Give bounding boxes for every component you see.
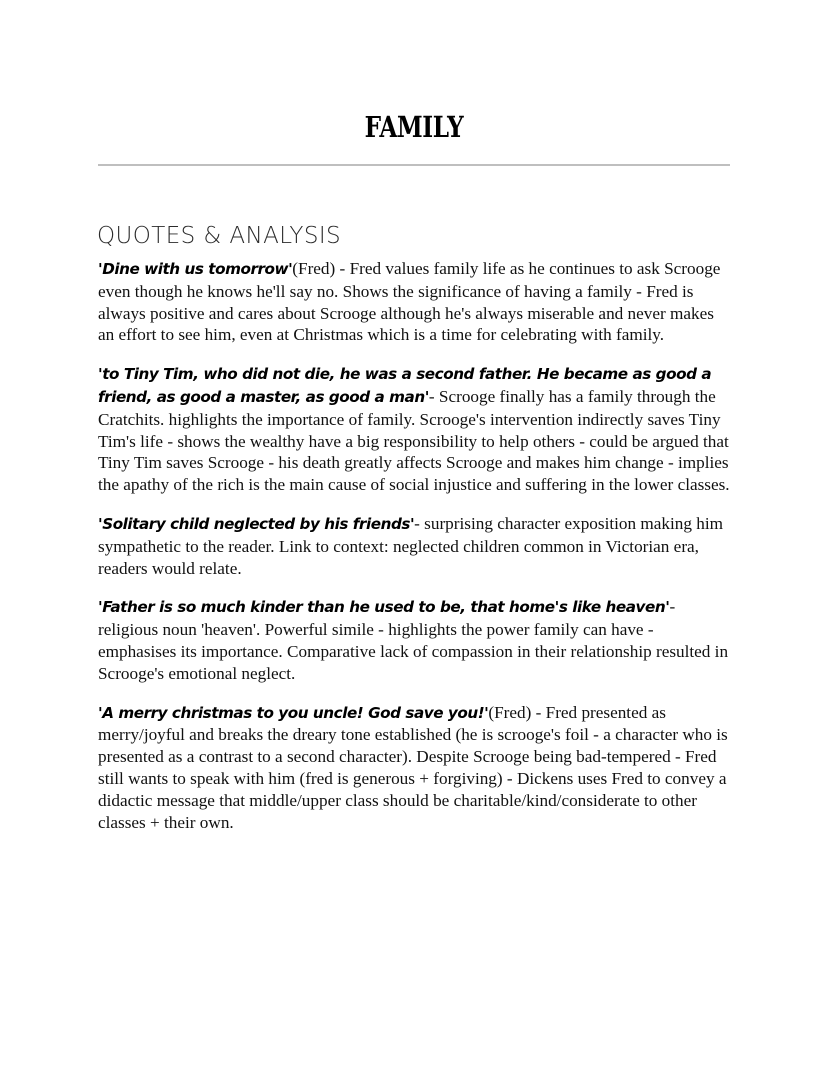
analysis-text: - religious noun 'heaven'. Powerful simile - highlights the power family can have - emphasises its importance. Comparative lack of compassion in their relationship resulted in Scrooge's emotional neglect. xyxy=(98,597,729,683)
page-title: FAMILY xyxy=(364,110,464,145)
quote-entry xyxy=(98,702,732,834)
quote-text: 'to Tiny Tim, who did not die, he was a second father. He became as good a friend, as good a master, as good a man' xyxy=(98,365,712,406)
title-divider xyxy=(98,164,730,166)
quote-text: 'Father is so much kinder than he used to be, that home's like heaven' xyxy=(98,598,670,617)
quote-text: 'Dine with us tomorrow' xyxy=(98,260,293,278)
analysis-text: (Fred) - Fred values family life as he continues to ask Scrooge even though he knows he'll say no. Shows the significance of having a family - Fred is always positive and cares about Scrooge although he's always miserable and never makes an effort to see him, even at Christmas which is a time for celebrating with family. xyxy=(98,259,721,345)
quotes-analysis-list xyxy=(98,258,732,833)
analysis-text: (Fred) - Fred presented as merry/joyful and breaks the dreary tone established (he is scrooge's foil - a character who is presented as a contrast to a second character). Despite Scrooge being bad-tempered - Fred still wants to speak with him (fred is generous + forgiving) - Dickens uses Fred to convey a didactic message that middle/upper class should be charitable/kind/considerate to other classes + their own. xyxy=(98,702,728,832)
analysis-text: - Scrooge finally has a family through the Cratchits. highlights the importance of family. Scrooge's intervention indirectly saves Tiny Tim's life - shows the wealthy have a big responsibility to help others - could be argued that Tiny Tim saves Scrooge - his death greatly affects Scrooge and makes him change - implies the apathy of the rich is the main cause of social injustice and suffering in the lower classes. xyxy=(98,386,730,495)
analysis-text: - surprising character exposition making him sympathetic to the reader. Link to context: neglected children common in Victorian era, readers would relate. xyxy=(98,513,723,578)
quote-text: 'A merry christmas to you uncle! God save you!' xyxy=(98,703,489,722)
quote-text: 'Solitary child neglected by his friends' xyxy=(98,514,415,533)
quote-entry xyxy=(98,596,732,684)
quote-entry xyxy=(98,258,732,346)
quote-entry xyxy=(98,513,732,579)
quote-entry xyxy=(98,363,732,496)
section-heading-quotes-analysis: QUOTES & ANALYSIS xyxy=(97,223,342,250)
